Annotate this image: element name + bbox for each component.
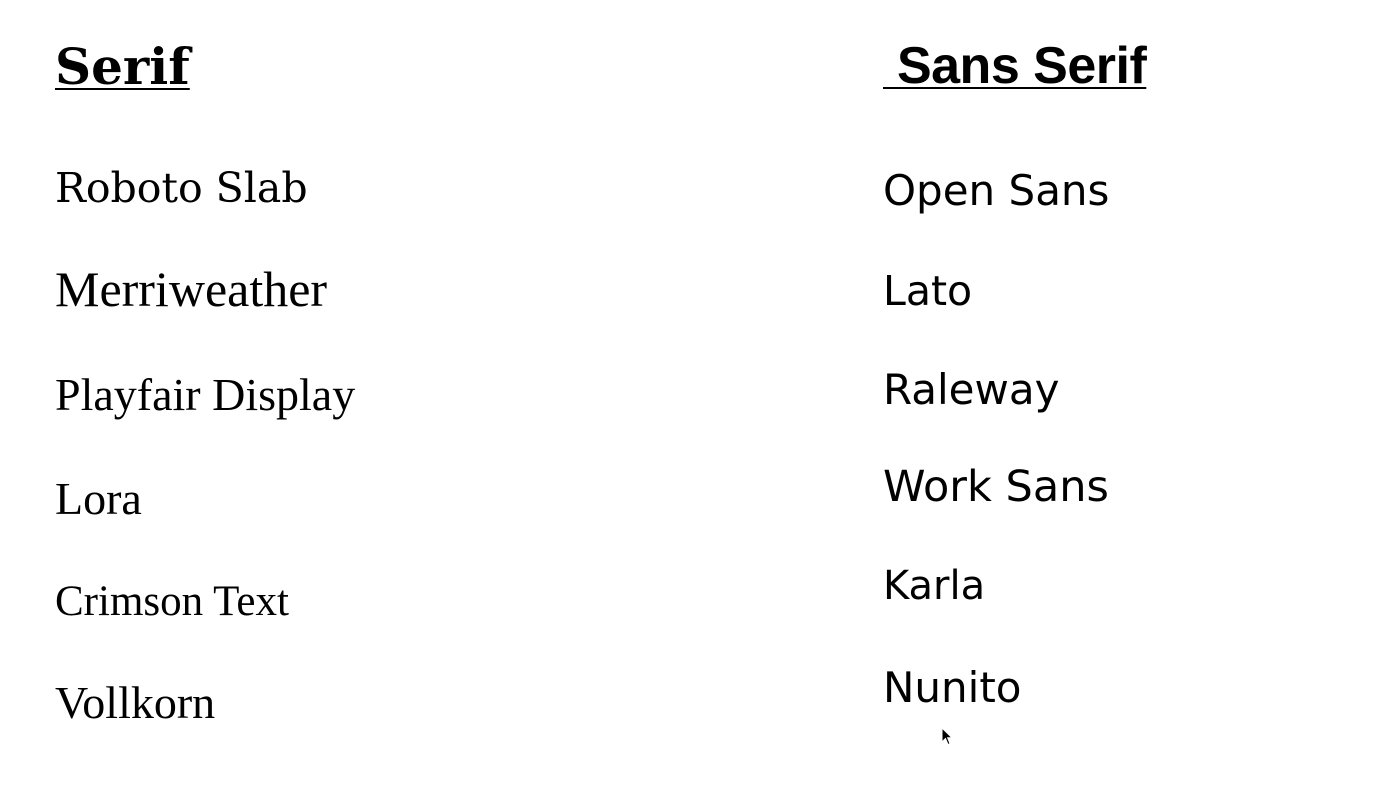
sans-serif-font-item: Open Sans (883, 166, 1110, 215)
serif-font-item: Roboto Slab (55, 164, 308, 212)
sans-serif-heading: Sans Serif (883, 37, 1147, 95)
serif-font-item: Playfair Display (55, 369, 356, 420)
serif-font-item: Lora (55, 473, 142, 524)
serif-font-item: Merriweather (55, 261, 328, 317)
sans-serif-column (883, 0, 1383, 798)
serif-heading: Serif (55, 37, 190, 96)
sans-serif-font-item: Lato (883, 267, 973, 315)
mouse-pointer-icon (941, 727, 953, 747)
sans-serif-font-item: Karla (883, 563, 986, 609)
serif-font-item: Crimson Text (55, 578, 289, 625)
sans-serif-font-item: Nunito (883, 663, 1022, 712)
sans-serif-font-item: Raleway (883, 365, 1060, 414)
sans-serif-font-item: Work Sans (883, 462, 1109, 512)
serif-font-item: Vollkorn (55, 677, 216, 728)
serif-column (55, 0, 555, 798)
